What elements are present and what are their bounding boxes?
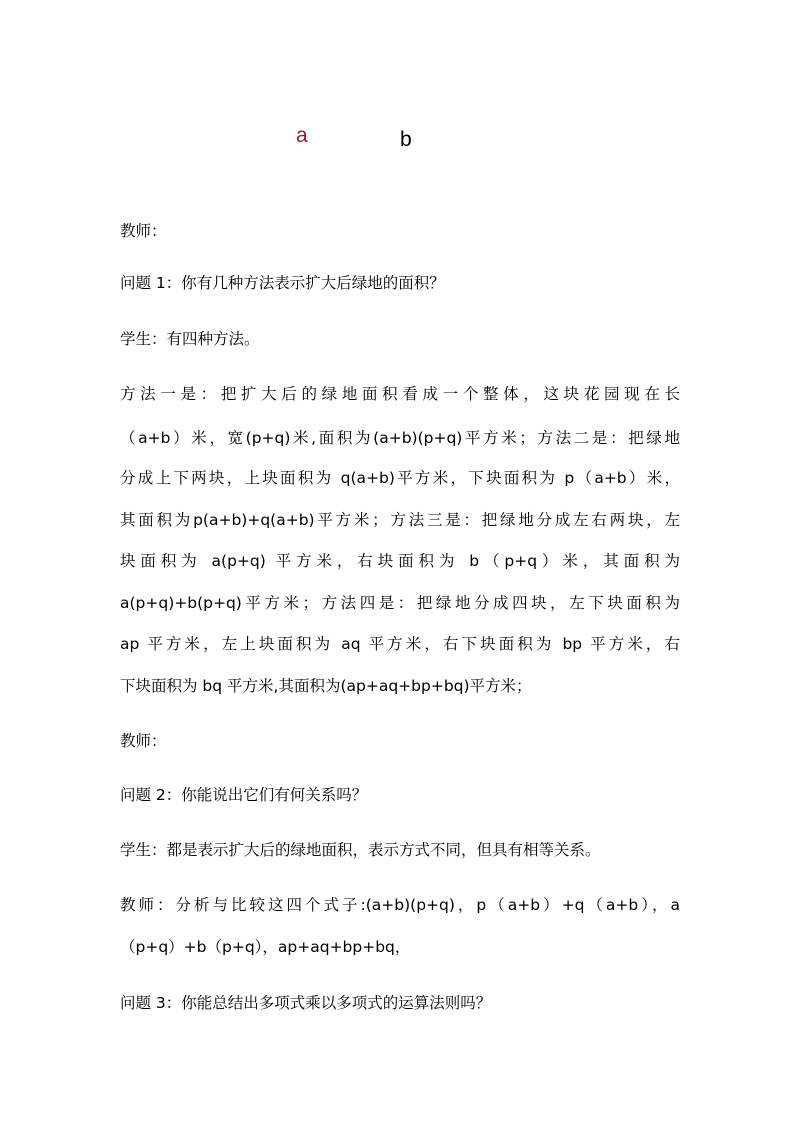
question-2: 问题 2：你能说出它们有何关系吗？ [120,786,368,804]
question-1: 问题 1：你有几种方法表示扩大后绿地的面积？ [120,274,445,292]
question-3: 问题 3：你能总结出多项式乘以多项式的运算法则吗？ [120,994,492,1012]
method-paragraph-line-1: 方法一是：把扩大后的绿地面积看成一个整体，这块花园现在长 [120,385,680,403]
speaker-teacher-1: 教师： [120,222,167,240]
teacher-analysis-line-1: 教师：分析与比较这四个式子:(a+b)(p+q)，p（a+b）+q（a+b），a [120,896,680,914]
speaker-teacher-2: 教师： [120,732,167,750]
method-paragraph-line-8: 下块面积为 bq 平方米,其面积为(ap+aq+bp+bq)平方米； [120,677,532,695]
method-paragraph-line-5: 块面积为 a(p+q) 平方米，右块面积为 b（p+q）米，其面积为 [120,552,680,570]
figure-label-b: b [400,128,412,151]
figure-label-a: a [296,124,308,147]
student-answer-1: 学生：有四种方法。 [120,330,260,348]
method-paragraph-line-2: （a+b）米，宽(p+q)米,面积为(a+b)(p+q)平方米；方法二是：把绿地 [120,429,680,447]
teacher-analysis-line-2: （p+q）+b（p+q），ap+aq+bp+bq， [120,938,411,956]
method-paragraph-line-3: 分成上下两块，上块面积为 q(a+b)平方米，下块面积为 p（a+b）米， [120,469,680,487]
method-paragraph-line-4: 其面积为p(a+b)+q(a+b)平方米；方法三是：把绿地分成左右两块，左 [120,511,680,529]
method-paragraph-line-6: a(p+q)+b(p+q)平方米；方法四是：把绿地分成四块，左下块面积为 [120,594,680,612]
method-paragraph-line-7: ap 平方米，左上块面积为 aq 平方米，右下块面积为 bp 平方米，右 [120,635,680,653]
student-answer-2: 学生：都是表示扩大后的绿地面积，表示方式不同，但具有相等关系。 [120,841,601,859]
